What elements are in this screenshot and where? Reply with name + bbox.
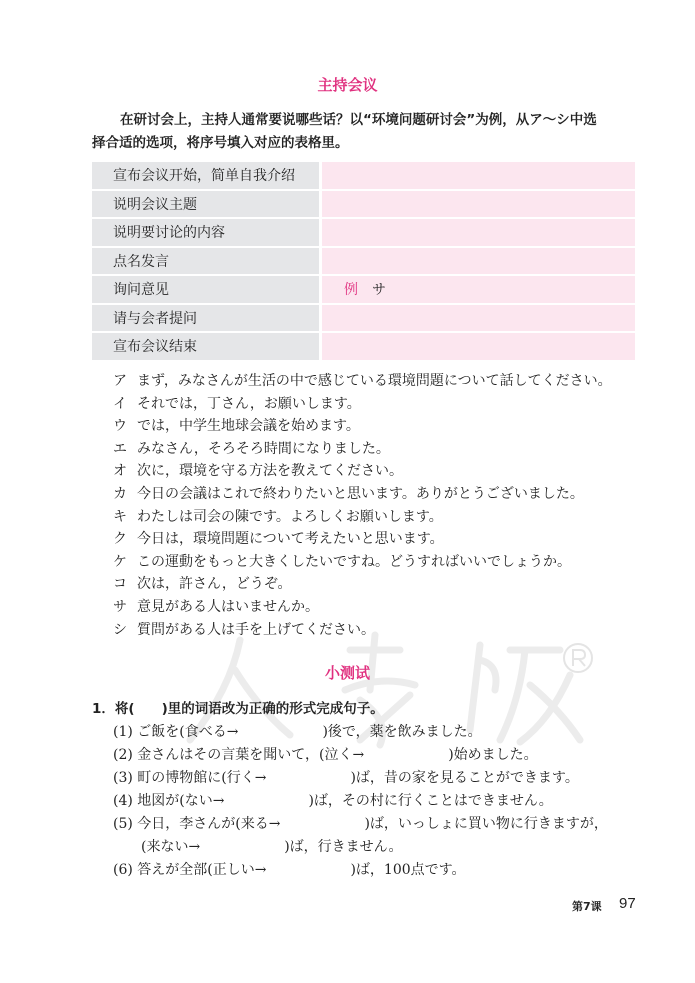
option-key: シ xyxy=(113,621,127,638)
option-item xyxy=(113,551,571,571)
task-label: 询问意见 xyxy=(92,276,322,303)
option-key: エ xyxy=(113,440,127,457)
quiz-item: (2) 金さんはその言葉を聞いて，(泣く→ )始めました。 xyxy=(113,747,538,763)
table-row xyxy=(92,248,635,275)
option-item xyxy=(113,415,360,435)
answer-cell[interactable] xyxy=(322,305,635,332)
answer-cell[interactable] xyxy=(322,276,635,303)
option-key: ケ xyxy=(113,553,127,570)
option-key: ウ xyxy=(113,418,127,435)
option-key: ク xyxy=(113,531,127,548)
example-label: 例 xyxy=(344,282,358,299)
option-text: みなさん，そろそろ時間になりました。 xyxy=(137,440,390,457)
quiz-item: (1) ご飯を(食べる→ )後で，薬を飲みました。 xyxy=(113,724,482,740)
option-key: オ xyxy=(113,463,127,480)
option-text: では，中学生地球会議を始めます。 xyxy=(137,418,360,435)
instruction-line-2: 择合适的选项，将序号填入对应的表格里。 xyxy=(92,135,349,151)
option-item xyxy=(113,438,390,458)
table-row xyxy=(92,219,635,246)
option-item xyxy=(113,619,375,639)
answer-cell[interactable] xyxy=(322,248,635,275)
option-text: まず，みなさんが生活の中で感じている環境問題について話してください。 xyxy=(137,373,612,389)
quiz-title: 小测试 xyxy=(324,664,370,682)
answer-cell[interactable] xyxy=(322,191,635,218)
page-number: 97 xyxy=(619,895,636,912)
table-row xyxy=(92,162,635,189)
quiz-item: (5) 今日，李さんが(来る→ )ば，いっしょに買い物に行きますが， xyxy=(113,816,608,832)
task-label: 宣布会议结束 xyxy=(92,333,322,360)
option-text: それでは，丁さん，お願いします。 xyxy=(137,395,361,412)
table-row xyxy=(92,305,635,332)
option-key: コ xyxy=(113,576,127,593)
option-text: 質問がある人は手を上げてください。 xyxy=(137,621,375,638)
quiz-item: (4) 地図が(ない→ )ば，その村に行くことはできません。 xyxy=(113,793,553,809)
option-text: この運動をもっと大きくしたいですね。どうすればいいでしょうか。 xyxy=(137,553,571,570)
table-row xyxy=(92,333,635,360)
quiz-item: (来ない→ )ば，行きません。 xyxy=(113,839,403,855)
option-key: ア xyxy=(113,373,127,389)
option-text: 次に，環境を守る方法を教えてください。 xyxy=(137,463,403,480)
option-text: 次は，許さん，どうぞ。 xyxy=(137,576,292,593)
table-row xyxy=(92,191,635,218)
option-text: 今日は，環境問題について考えたいと思います。 xyxy=(137,531,444,548)
option-key: キ xyxy=(113,508,127,525)
quiz-item: (6) 答えが全部(正しい→ )ば，100点です。 xyxy=(113,862,466,878)
answer-cell[interactable] xyxy=(322,333,635,360)
option-text: 意見がある人はいませんか。 xyxy=(137,599,319,615)
task-label: 宣布会议开始，简单自我介绍 xyxy=(92,162,322,189)
lesson-label: 第7课 xyxy=(572,900,602,913)
option-text: 今日の会議はこれで終わりたいと思います。ありがとうございました。 xyxy=(137,486,584,502)
task-label: 说明要讨论的内容 xyxy=(92,219,322,246)
answer-value: サ xyxy=(372,282,386,299)
quiz-item: (3) 町の博物館に(行く→ )ば，昔の家を見ることができます。 xyxy=(113,770,579,786)
option-item xyxy=(113,506,443,526)
answer-cell[interactable] xyxy=(322,162,635,189)
option-key: サ xyxy=(113,599,127,615)
answer-table xyxy=(92,160,635,362)
answer-cell[interactable] xyxy=(322,219,635,246)
option-item xyxy=(113,393,361,413)
option-item xyxy=(113,370,612,390)
table-row xyxy=(92,276,635,303)
task-label: 点名发言 xyxy=(92,248,322,275)
option-key: カ xyxy=(113,486,127,502)
option-item xyxy=(113,483,584,503)
section-title: 主持会议 xyxy=(317,76,378,94)
option-item xyxy=(113,596,319,616)
option-item xyxy=(113,528,444,548)
task-label: 请与会者提问 xyxy=(92,305,322,332)
option-item xyxy=(113,573,292,593)
option-key: イ xyxy=(113,395,127,412)
task-label: 说明会议主题 xyxy=(92,191,322,218)
question-1: 1．将( )里的词语改为正确的形式完成句子。 xyxy=(92,701,384,717)
option-item xyxy=(113,460,403,480)
instruction-line-1: 在研讨会上，主持人通常要说哪些话？以“环境问题研讨会”为例，从ア～シ中选 xyxy=(120,112,597,128)
option-text: わたしは司会の陳です。よろしくお願いします。 xyxy=(137,508,443,525)
